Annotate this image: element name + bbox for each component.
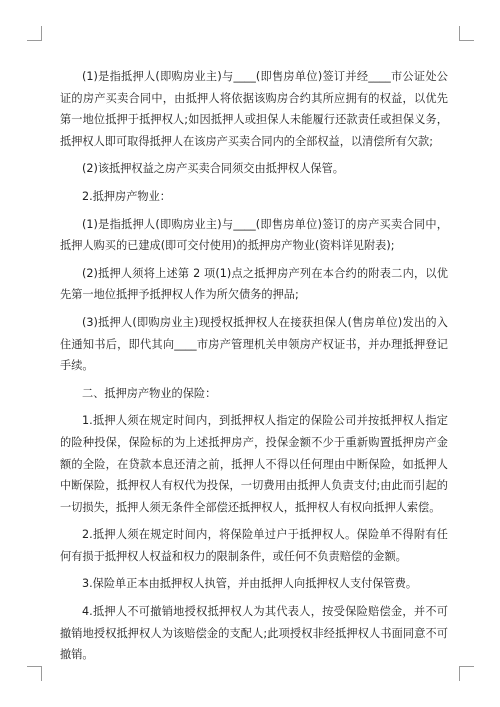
crop-mark-top-left [27, 26, 42, 41]
paragraph-insurance-1: 1.抵押人须在规定时间内，到抵押权人指定的保险公司并按抵押权人指定的险种投保，保险标的为上述抵押房产，投保金额不少于重新购置抵押房产金额的全险，在贷款本息还清之前，抵押人不得以任何理由中断保险，如抵押人中断保险，抵押权人有权代为投保，一切费用由抵押人负责支付;由此而引起的一切损失，抵押人须无条件全部偿还抵押权人，抵押权人有权向抵押人索偿。 [60, 414, 448, 514]
paragraph-mortgage-rights-2: (2)该抵押权益之房产买卖合同须交由抵押权人保管。 [82, 162, 344, 176]
crop-mark-top-right [459, 26, 474, 41]
paragraph-insurance-2: 2.抵押人须在规定时间内，将保险单过户于抵押权人。保险单不得附有任何有损于抵押权人权益和权力的限制条件，或任何不负责赔偿的金额。 [60, 528, 448, 563]
paragraph-property-1: (1)是指抵押人(即购房业主)与____(即售房单位)签订的房产买卖合同中，抵押人购买的已建成(即可交付使用)的抵押房产物业(资料详见附表); [60, 217, 448, 253]
paragraph-mortgage-rights-1: (1)是指抵押人(即购房业主)与____(即售房单位)签订并经____市公证处公证的房产买卖合同中，由抵押人将依据该购房合约其所应拥有的权益，以优先第一地位抵押于抵押权人;如因抵押人或担保人未能履行还款责任或担保义务，抵押权人即可取得抵押人在该房产买卖合同内的全部权益，以清偿所有欠款; [60, 70, 448, 148]
document-body [60, 66, 448, 672]
paragraph-property-3: (3)抵押人(即购房业主)现授权抵押权人在接获担保人(售房单位)发出的入住通知书后，即代其向____市房产管理机关申领房产权证书，并办理抵押登记手续。 [60, 315, 448, 373]
section-heading-property: 2.抵押房产物业： [82, 189, 171, 203]
paragraph-insurance-4: 4.抵押人不可撤销地授权抵押权人为其代表人，按受保险赔偿金，并不可撤销地授权抵押权人为该赔偿金的支配人;此项授权非经抵押权人书面同意不可撤销。 [60, 605, 448, 662]
crop-mark-bottom-right [459, 666, 474, 681]
paragraph-insurance-3: 3.保险单正本由抵押权人执管，并由抵押人向抵押权人支付保管费。 [82, 577, 418, 591]
paragraph-property-2: (2)抵押人须将上述第 2 项(1)点之抵押房产列在本合约的附表二内，以优先第一地位抵押予抵押权人作为所欠债务的押品; [60, 266, 448, 302]
section-heading-insurance: 二、抵押房产物业的保险： [82, 386, 217, 400]
crop-mark-bottom-left [27, 666, 42, 681]
